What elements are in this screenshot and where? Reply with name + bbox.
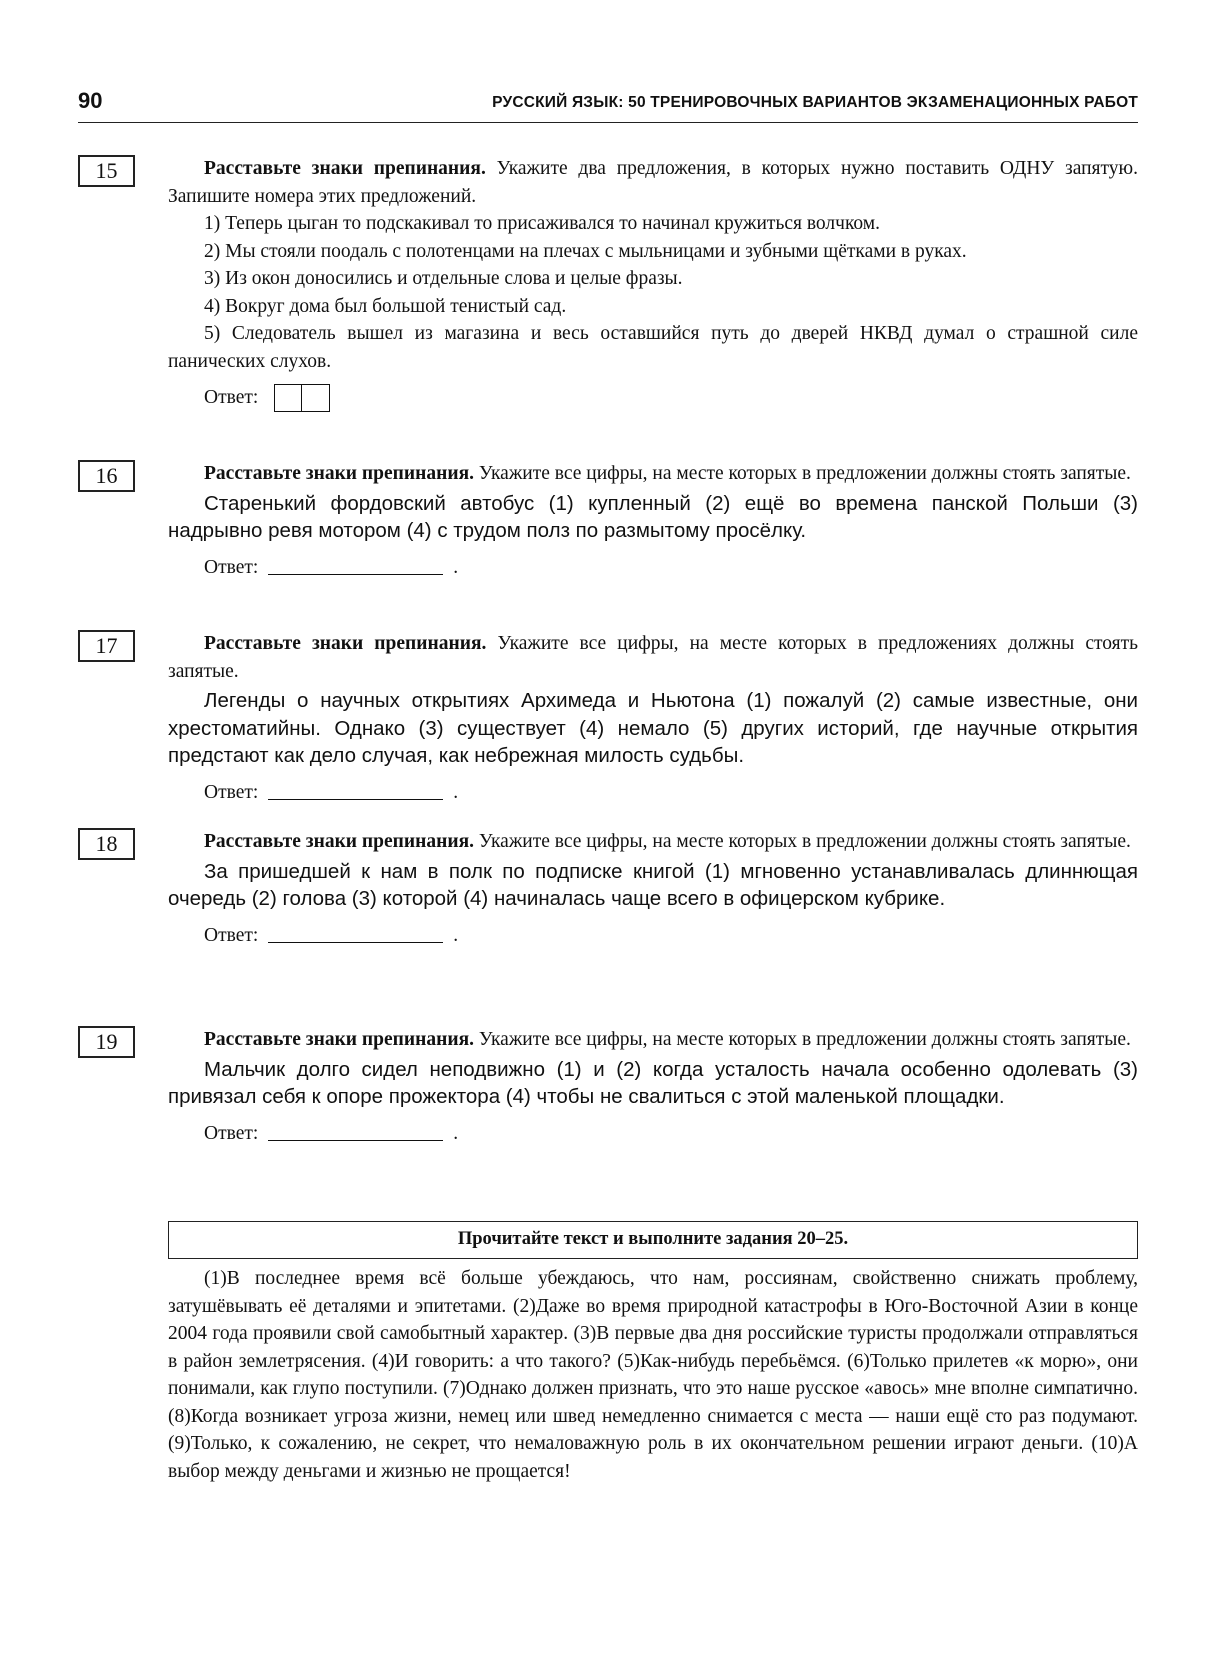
answer-line[interactable]: [268, 560, 443, 575]
task-number: 19: [78, 1026, 135, 1058]
answer-label: Ответ:: [204, 924, 259, 946]
task-instruction: [168, 460, 1138, 488]
instruction-bold: Расставьте знаки препинания.: [204, 463, 475, 484]
task-instruction: [168, 155, 1138, 210]
answer-row: Ответ: .: [168, 778, 1138, 808]
task-body: [168, 828, 1138, 951]
page-header: [78, 86, 1138, 123]
answer-cell-2[interactable]: [302, 384, 330, 412]
answer-label: Ответ:: [204, 556, 259, 578]
task-number: 16: [78, 460, 135, 492]
answer-label: Ответ:: [204, 781, 259, 803]
task-instruction: [168, 630, 1138, 685]
answer-line[interactable]: [268, 1126, 443, 1141]
task-instruction: [168, 828, 1138, 856]
instruction-bold: Расставьте знаки препинания.: [204, 633, 487, 654]
option-3: 3) Из окон доносились и отдельные слова и целые фразы.: [204, 268, 683, 289]
answer-row: Ответ: .: [168, 1119, 1138, 1149]
instruction-text: Укажите все цифры, на месте которых в предложении должны стоять запятые.: [474, 463, 1131, 484]
task-body: [168, 460, 1138, 583]
task-number: 18: [78, 828, 135, 860]
reading-instruction-box: Прочитайте текст и выполните задания 20–25.: [168, 1221, 1138, 1259]
option-1: 1) Теперь цыган то подскакивал то присаживался то начинал кружиться волчком.: [204, 213, 881, 234]
task-number: 17: [78, 630, 135, 662]
instruction-bold: Расставьте знаки препинания.: [204, 1029, 475, 1050]
task-sentence: Легенды о научных открытиях Архимеда и Ньютона (1) пожалуй (2) самые известные, они хрестоматийны. Однако (3) существует (4) немало (5) других историй, где научные открытия предстают как дело случая, как небрежная милость судьбы.: [168, 689, 1138, 767]
instruction-text: Укажите все цифры, на месте которых в предложении должны стоять запятые.: [474, 1029, 1131, 1050]
instruction-bold: Расставьте знаки препинания.: [204, 158, 486, 179]
answer-row: Ответ: .: [168, 921, 1138, 951]
task-sentence: За пришедшей к нам в полк по подписке книгой (1) мгновенно устанавливалась длиннющая очередь (2) голова (3) которой (4) начиналась чаще всего в офицерском кубрике.: [168, 859, 1138, 910]
option-4: 4) Вокруг дома был большой тенистый сад.: [204, 295, 567, 317]
answer-cell-1[interactable]: [274, 384, 302, 412]
answer-label: Ответ:: [204, 1122, 259, 1144]
answer-row: [168, 383, 1138, 413]
answer-cells[interactable]: [274, 384, 330, 412]
task-body: [168, 155, 1138, 413]
instruction-bold: Расставьте знаки препинания.: [204, 831, 475, 852]
page-number: 90: [78, 88, 103, 113]
task-instruction: [168, 1026, 1138, 1054]
answer-line[interactable]: [268, 785, 443, 800]
instruction-text: Укажите все цифры, на месте которых в предложениях должны стоять запятые.: [168, 633, 1138, 682]
option-5: 5) Следователь вышел из магазина и весь оставшийся путь до дверей НКВД думал о страшной силе панических слухов.: [168, 323, 1138, 372]
task-sentence: Мальчик долго сидел неподвижно (1) и (2) когда усталость начала особенно одолевать (3) привязал себя к опоре прожектора (4) чтобы не свалиться с этой маленькой площадки.: [168, 1057, 1138, 1108]
task-number: 15: [78, 155, 135, 187]
reading-passage: (1)В последнее время всё больше убеждаюсь, что нам, россиянам, свойственно снижать проблему, затушёвывать её деталями и эпитетами. (2)Даже во время природной катастрофы в Юго-Восточной Азии в конце 2004 года проявили свой самобытный характер. (3)В первые два дня российские туристы продолжали отправляться в район землетрясения. (4)И говорить: а что такого? (5)Как-нибудь перебьёмся. (6)Только прилетев «к морю», они понимали, как глупо поступили. (7)Однако должен признать, что это наше русское «авось» мне вполне симпатично. (8)Когда возникает угроза жизни, немец или швед немедленно снимается с места — наши ещё сто раз подумают. (9)Только, к сожалению, не секрет, что немаловажную роль в их окончательном решении играют деньги. (10)А выбор между деньгами и жизнью не прощается!: [168, 1268, 1138, 1482]
instruction-text: Укажите два предложения, в которых нужно поставить ОДНУ запятую. Запишите номера этих предложений.: [168, 158, 1138, 207]
instruction-text: Укажите все цифры, на месте которых в предложении должны стоять запятые.: [474, 831, 1131, 852]
answer-line[interactable]: [268, 928, 443, 943]
option-2: 2) Мы стояли поодаль с полотенцами на плечах с мыльницами и зубными щётками в руках.: [204, 240, 967, 262]
task-body: [168, 630, 1138, 808]
answer-row: Ответ: .: [168, 553, 1138, 583]
task-body: [168, 1026, 1138, 1149]
running-title: РУССКИЙ ЯЗЫК: 50 ТРЕНИРОВОЧНЫХ ВАРИАНТОВ ЭКЗАМЕНАЦИОННЫХ РАБОТ: [492, 94, 1138, 111]
answer-label: Ответ:: [204, 387, 259, 409]
task-sentence: Старенький фордовский автобус (1) купленный (2) ещё во времена панской Польши (3) надрывно ревя мотором (4) с трудом полз по размытому просёлку.: [168, 491, 1138, 542]
